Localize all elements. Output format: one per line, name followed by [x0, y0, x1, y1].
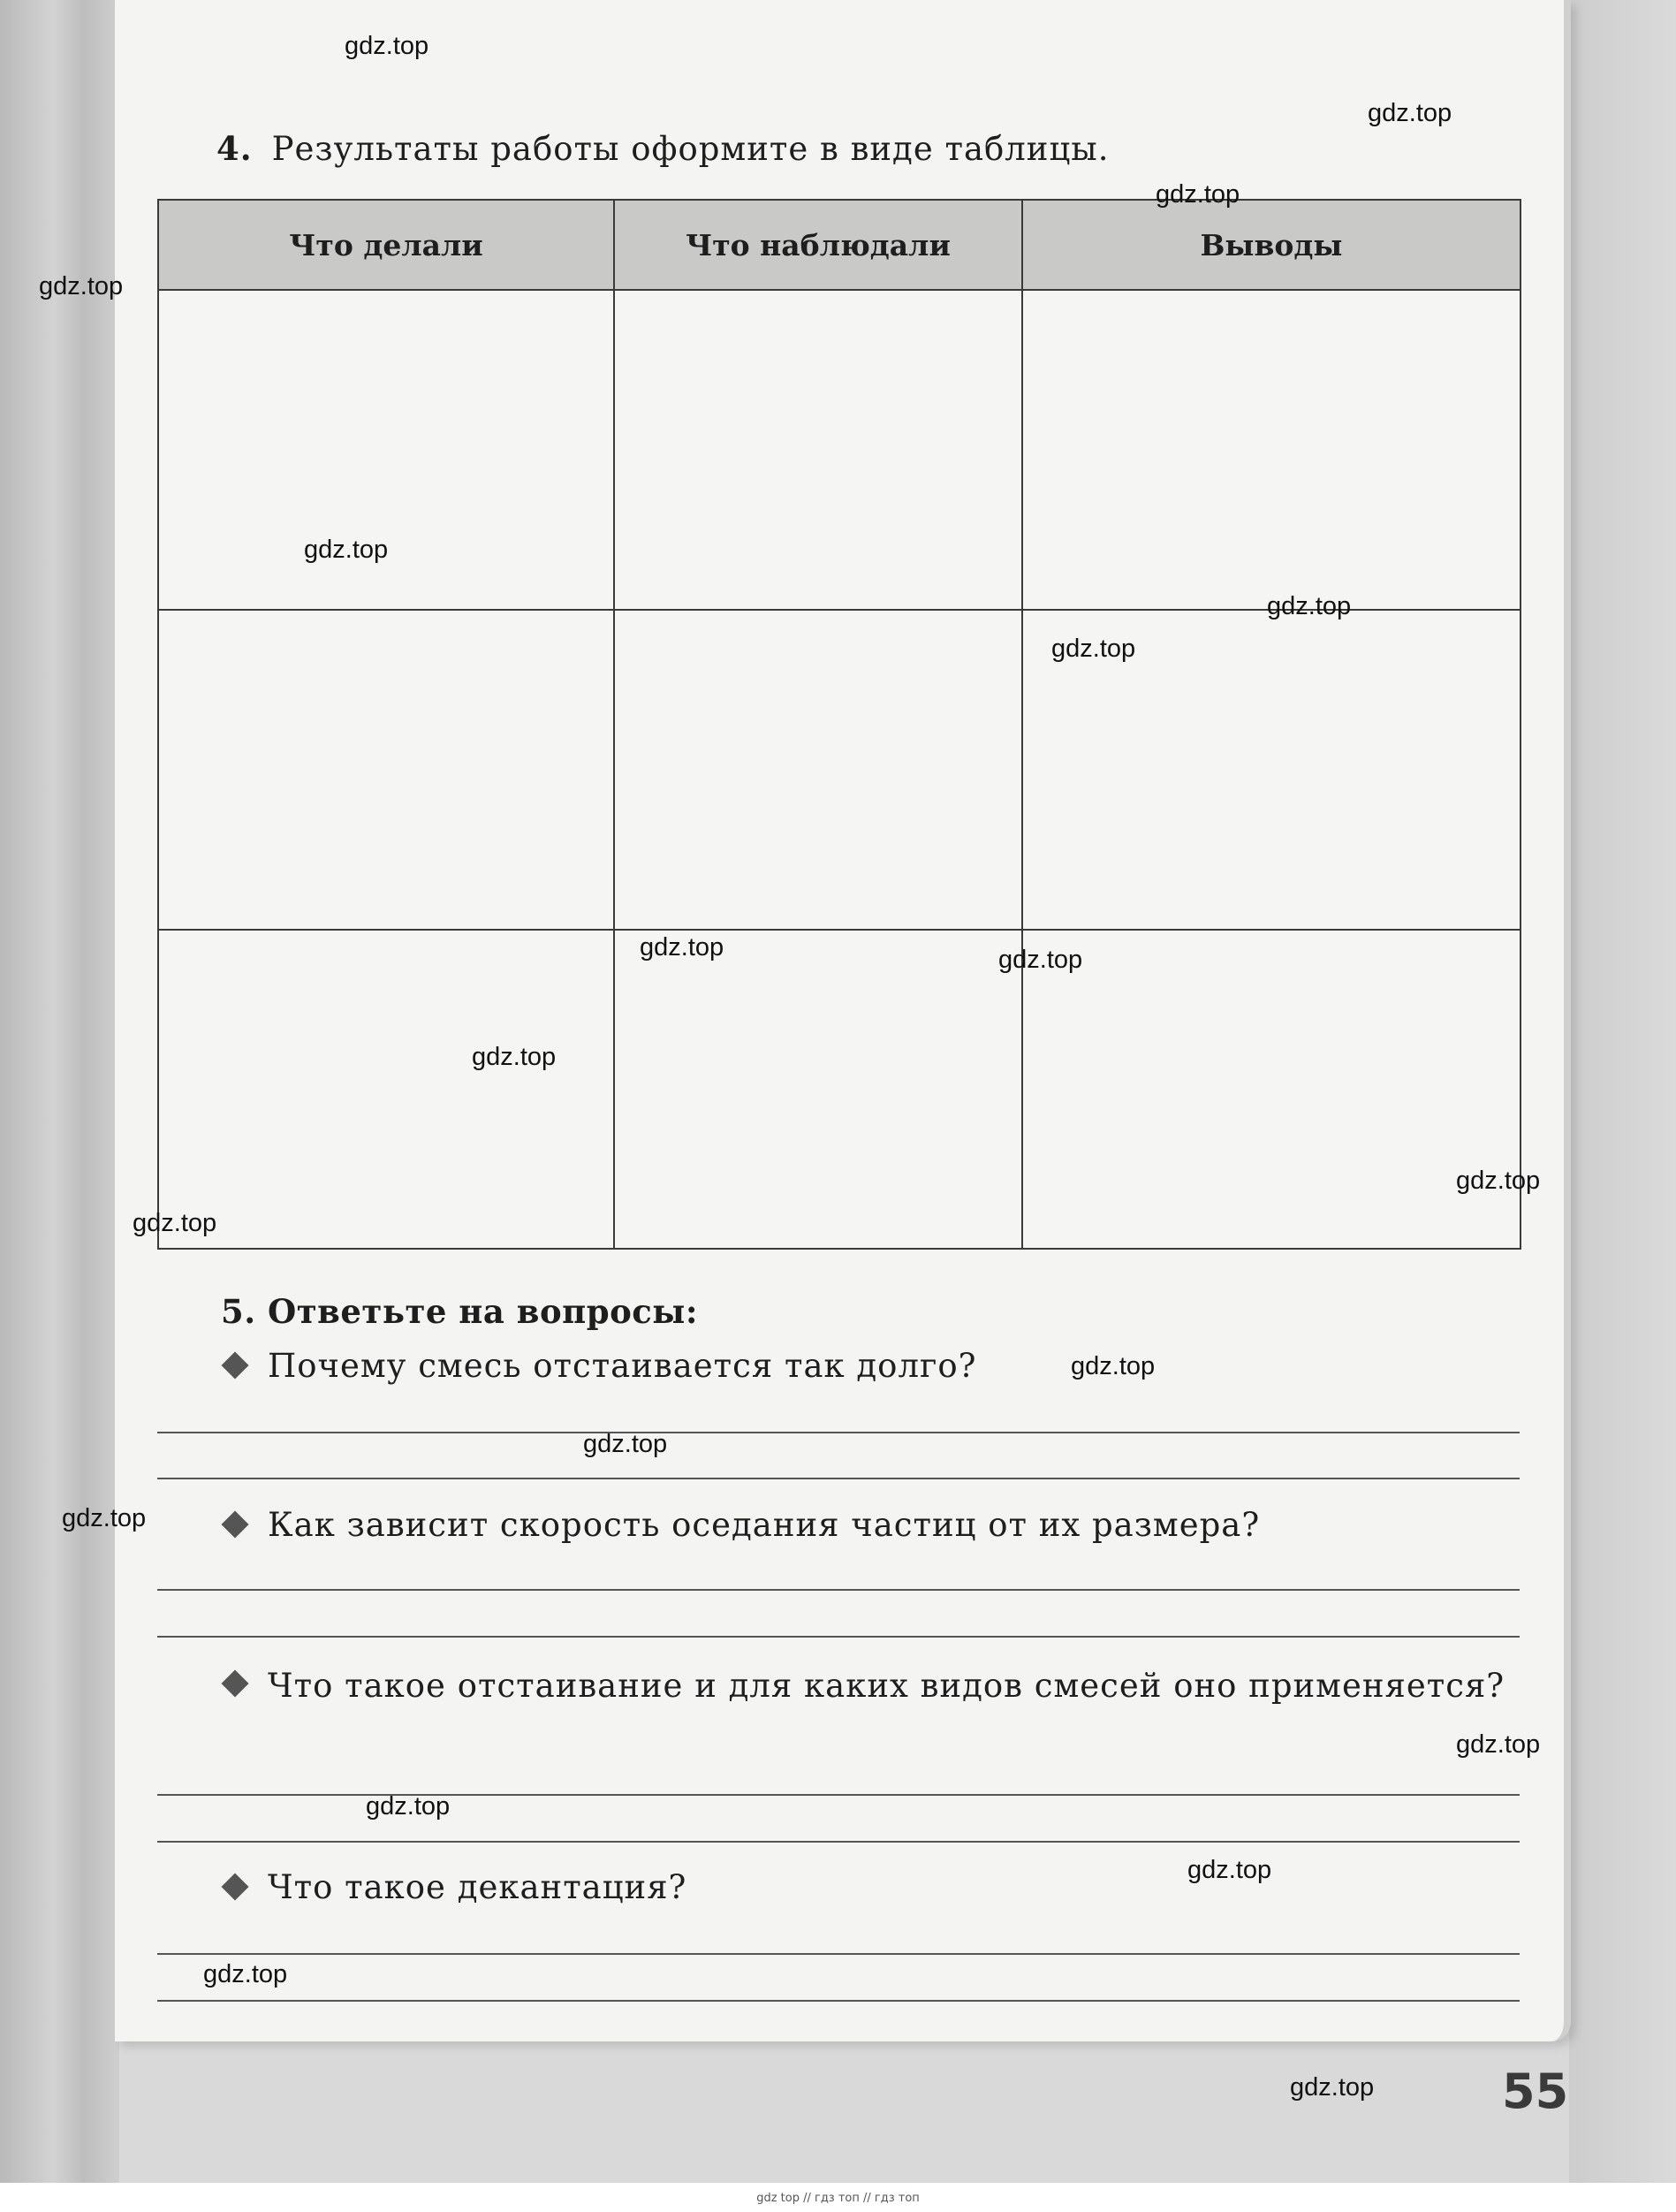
- watermark: gdz.top: [1456, 1730, 1541, 1759]
- page-number: 55: [1502, 2064, 1569, 2119]
- answer-line[interactable]: [157, 1589, 1520, 1591]
- diamond-bullet-icon: [221, 1873, 248, 1900]
- question-text: Почему смесь отстаивается так долго?: [268, 1347, 977, 1385]
- answer-line[interactable]: [157, 1794, 1520, 1796]
- watermark: gdz.top: [133, 1209, 217, 1237]
- table-cell[interactable]: [614, 290, 1022, 610]
- watermark: gdz.top: [640, 933, 724, 962]
- table-cell[interactable]: [158, 610, 614, 930]
- results-table: [157, 199, 1521, 1250]
- watermark: gdz.top: [203, 1960, 288, 1988]
- watermark: gdz.top: [1156, 180, 1240, 209]
- question-item: [225, 1506, 1260, 1544]
- diamond-bullet-icon: [221, 1510, 248, 1538]
- table-cell[interactable]: [1022, 290, 1521, 610]
- table-cell[interactable]: [614, 930, 1022, 1249]
- question-text: Как зависит скорость оседания частиц от их размера?: [268, 1506, 1261, 1544]
- page-edge-background: [1569, 0, 1676, 2183]
- question-item: [225, 1663, 1520, 1709]
- watermark: gdz.top: [39, 272, 124, 300]
- watermark: gdz.top: [1051, 635, 1136, 663]
- diamond-bullet-icon: [221, 1669, 248, 1697]
- task-4-text: Результаты работы оформите в виде таблицы.: [271, 130, 1110, 168]
- header-conclusions: Выводы: [1022, 200, 1521, 290]
- answer-line[interactable]: [157, 1953, 1520, 1955]
- watermark: gdz.top: [345, 32, 429, 60]
- answer-line[interactable]: [157, 1432, 1520, 1433]
- table-header-row: [158, 200, 1521, 290]
- watermark: gdz.top: [304, 536, 389, 564]
- answer-line[interactable]: [157, 1478, 1520, 1479]
- table-row: [158, 930, 1521, 1249]
- answer-line[interactable]: [157, 1636, 1520, 1638]
- table-cell[interactable]: [158, 930, 614, 1249]
- watermark: gdz.top: [1456, 1167, 1541, 1195]
- question-item: [225, 1347, 976, 1385]
- header-what-done: Что делали: [158, 200, 614, 290]
- watermark: gdz.top: [1368, 99, 1452, 127]
- header-what-observed: Что наблюдали: [614, 200, 1022, 290]
- watermark: gdz.top: [1187, 1856, 1272, 1884]
- watermark: gdz.top: [1267, 592, 1352, 620]
- table-row: [158, 610, 1521, 930]
- watermark: gdz.top: [62, 1504, 147, 1532]
- book-spine-shadow: [0, 0, 119, 2212]
- task-5-title: 5. Ответьте на вопросы:: [221, 1292, 699, 1331]
- watermark: gdz.top: [472, 1043, 557, 1071]
- task-4-title: [216, 129, 1109, 168]
- table-cell[interactable]: [1022, 930, 1521, 1249]
- watermark: gdz.top: [366, 1792, 451, 1821]
- question-text: Что такое декантация?: [268, 1868, 687, 1906]
- answer-line[interactable]: [157, 2000, 1520, 2002]
- diamond-bullet-icon: [221, 1351, 248, 1379]
- answer-line[interactable]: [157, 1841, 1520, 1843]
- question-text: Что такое отстаивание и для каких видов смесей оно применяется?: [268, 1667, 1505, 1705]
- watermark: gdz.top: [1290, 2073, 1375, 2102]
- footer-banner[interactable]: gdz top // гдз топ // гдз топ: [756, 2192, 920, 2205]
- watermark: gdz.top: [998, 946, 1083, 974]
- watermark: gdz.top: [1071, 1352, 1156, 1380]
- table-cell[interactable]: [614, 610, 1022, 930]
- watermark: gdz.top: [583, 1430, 668, 1458]
- question-item: [225, 1868, 686, 1906]
- task-4-number: 4.: [216, 129, 253, 168]
